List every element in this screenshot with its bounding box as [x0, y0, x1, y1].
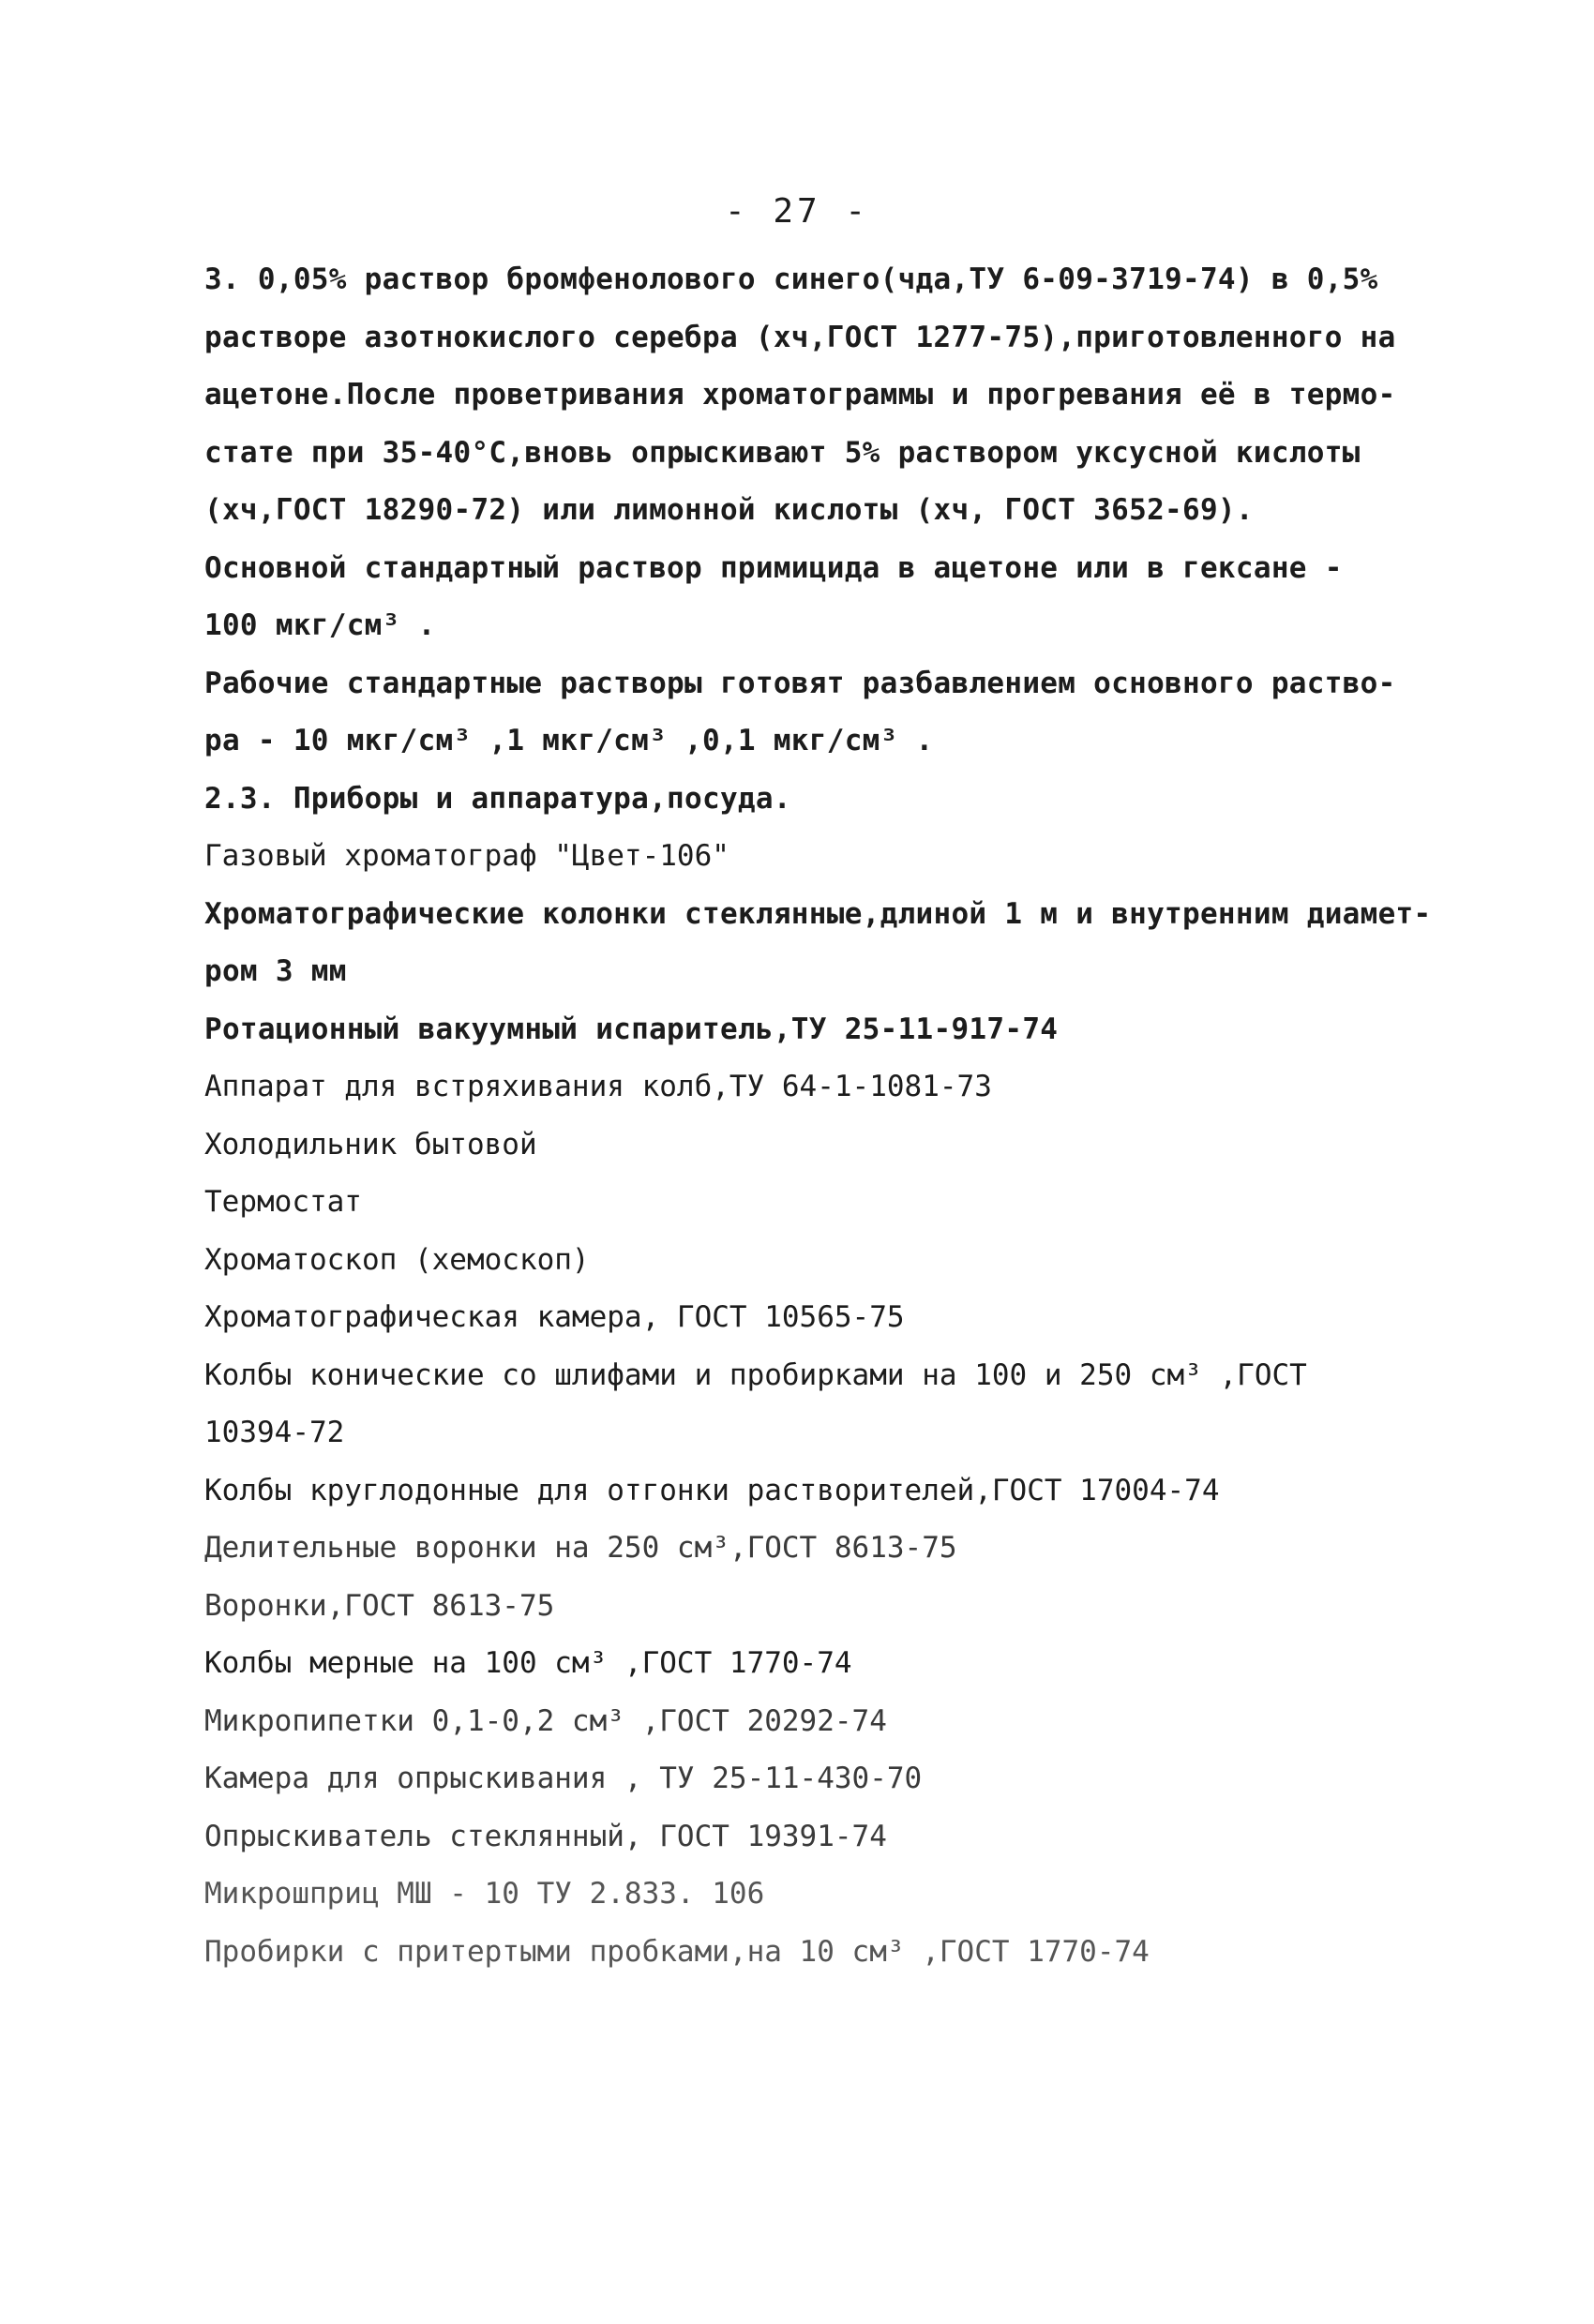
paragraph-line: растворе азотнокислого серебра (хч,ГОСТ 1277-75),приготовленного на	[204, 320, 1396, 354]
paragraph-line: Основной стандартный раствор примицида в ацетоне или в гексане -	[204, 550, 1343, 585]
paragraph-line: Рабочие стандартные растворы готовят разбавлением основного раство-	[204, 666, 1396, 700]
equipment-item: Микропипетки 0,1-0,2 см³ ,ГОСТ 20292-74	[204, 1703, 887, 1738]
equipment-item: Холодильник бытовой	[204, 1127, 537, 1162]
paragraph-line: 3. 0,05% раствор бромфенолового синего(чда,ТУ 6-09-3719-74) в 0,5%	[204, 262, 1378, 296]
paragraph-line: ра - 10 мкг/см³ ,1 мкг/см³ ,0,1 мкг/см³ .	[204, 724, 934, 757]
equipment-item: Колбы мерные на 100 см³ ,ГОСТ 1770-74	[204, 1646, 852, 1680]
equipment-item: Воронки,ГОСТ 8613-75	[204, 1588, 555, 1623]
equipment-item: Пробирки с притертыми пробками,на 10 см³ ,ГОСТ 1770-74	[204, 1934, 1150, 1969]
equipment-item: Аппарат для встряхивания колб,ТУ 64-1-1081-73	[204, 1070, 992, 1103]
paragraph-line: 100 мкг/см³ .	[204, 608, 436, 642]
equipment-item: Хроматографическая камера, ГОСТ 10565-75	[204, 1300, 905, 1334]
equipment-item: Камера для опрыскивания , ТУ 25-11-430-70	[204, 1762, 923, 1795]
paragraph-line: (хч,ГОСТ 18290-72) или лимонной кислоты (хч, ГОСТ 3652-69).	[204, 493, 1254, 527]
section-heading: 2.3. Приборы и аппаратура,посуда.	[204, 781, 791, 816]
equipment-item: Ротационный вакуумный испаритель,ТУ 25-11-917-74	[204, 1012, 1059, 1046]
equipment-item: Хроматоскоп (хемоскоп)	[204, 1242, 590, 1277]
equipment-item: Термостат	[204, 1185, 362, 1219]
equipment-item: ром 3 мм	[204, 954, 347, 988]
equipment-item: Колбы конические со шлифами и пробирками на 100 и 250 см³ ,ГОСТ	[204, 1357, 1307, 1392]
equipment-item: Хроматографические колонки стеклянные,длиной 1 м и внутренним диамет-	[204, 896, 1432, 931]
equipment-item: Опрыскиватель стеклянный, ГОСТ 19391-74	[204, 1819, 887, 1853]
page-number: - 27 -	[724, 192, 870, 231]
document-body	[204, 251, 1432, 1981]
paragraph-line: стате при 35-40°С,вновь опрыскивают 5% раствором уксусной кислоты	[204, 435, 1361, 470]
equipment-item: Колбы круглодонные для отгонки растворителей,ГОСТ 17004-74	[204, 1473, 1220, 1507]
equipment-item: Микрошприц МШ - 10 ТУ 2.833. 106	[204, 1877, 765, 1911]
equipment-item: Делительные воронки на 250 см³,ГОСТ 8613-75	[204, 1531, 957, 1565]
equipment-item: Газовый хроматограф "Цвет-106"	[204, 839, 729, 873]
equipment-item: 10394-72	[204, 1416, 345, 1449]
paragraph-line: ацетоне.После проветривания хроматограммы и прогревания её в термо-	[204, 378, 1396, 412]
